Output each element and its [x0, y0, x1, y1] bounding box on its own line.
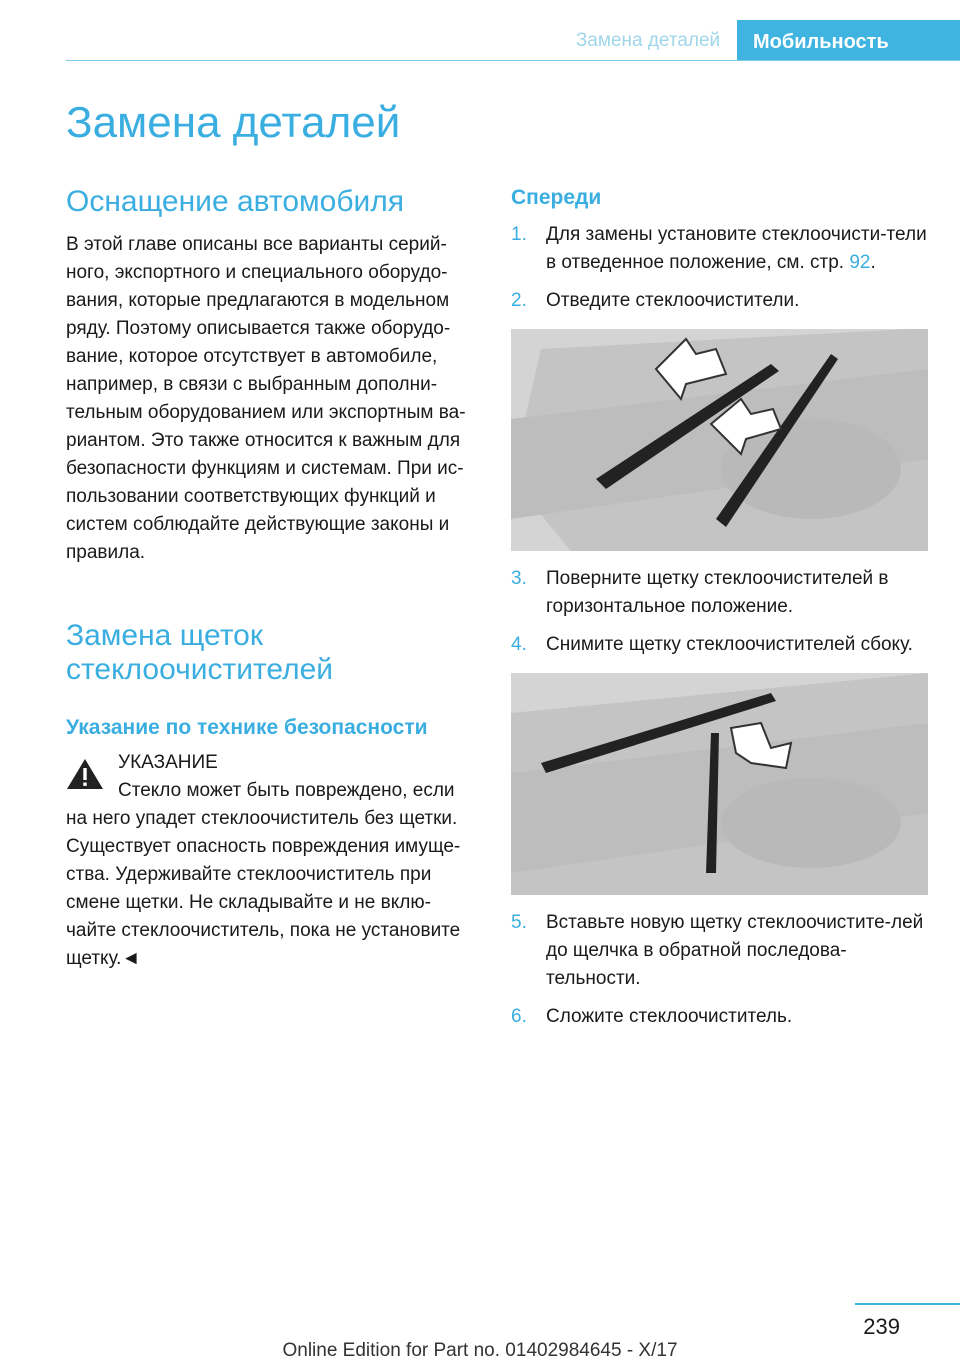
right-column: [511, 185, 931, 1041]
list-item: [511, 287, 931, 315]
equipment-heading: Оснащение автомобиля: [66, 185, 405, 218]
step-text-end: .: [870, 252, 876, 273]
list-item: [511, 221, 931, 277]
header-chapter-tab: Мобильность: [737, 20, 960, 61]
footer-edition: Online Edition for Part no. 01402984645 - X/17: [282, 1340, 678, 1361]
page-link[interactable]: 92: [849, 252, 871, 273]
list-item: [511, 631, 931, 659]
wiper-lift-illustration: [511, 329, 928, 551]
warning-block: [66, 749, 476, 973]
step-number: 6.: [511, 1006, 527, 1027]
step-text: Для замены установите стеклоочисти-тели в отведенное положение, см. стр.: [546, 224, 927, 273]
wiper-heading-line1: Замена щеток: [66, 619, 263, 652]
step-number: 3.: [511, 568, 527, 589]
step-number: 2.: [511, 290, 527, 311]
step-text: Сложите стеклоочиститель.: [546, 1006, 793, 1027]
list-item: [511, 565, 931, 621]
steps-list-a: [511, 221, 931, 315]
header-rule: [66, 60, 960, 61]
step-text: Отведите стеклоочистители.: [546, 290, 800, 311]
wiper-heading-line2: стеклоочистителей: [66, 653, 334, 686]
step-text: Вставьте новую щетку стеклоочистите-лей до щелчка в обратной последова-тельности.: [546, 912, 924, 989]
safety-heading: Указание по технике безопасности: [66, 716, 428, 739]
front-heading: Спереди: [511, 186, 602, 209]
steps-list-b: [511, 565, 931, 659]
wiper-blade-removal-illustration: [511, 673, 928, 895]
step-text: Поверните щетку стеклоочистителей в горизонтальное положение.: [546, 568, 889, 617]
step-number: 1.: [511, 224, 527, 245]
step-number: 4.: [511, 634, 527, 655]
warning-triangle-icon: [66, 757, 104, 791]
page-number: 239: [863, 1314, 900, 1339]
left-column: [66, 185, 476, 973]
footer-rule: [855, 1303, 960, 1305]
warning-text: Стекло может быть повреждено, если на него упадет стеклоочиститель без щетки. Существует опасность повреждения имуще-ства. Удерживайте стеклоочиститель при смене щетки. Не складывайте и не вклю-чайте стеклоочиститель, пока не установите щетку.◄: [66, 780, 461, 969]
list-item: [511, 1003, 931, 1031]
header-section-title: Замена деталей: [575, 30, 721, 51]
list-item: [511, 909, 931, 993]
equipment-text: В этой главе описаны все варианты серий-ного, экспортного и специального оборудо-вания, которые предлагаются в модельном ряду. Поэтому описывается также оборудо-вание, которое отсутствует в автомобиле, например, в связи с выбранным дополни-тельным оборудованием или экспортным ва-риантом. Это также относится к важным для безопасности функциям и системам. При ис-пользовании соответствующих функций и систем соблюдайте действующие законы и правила.: [66, 234, 466, 563]
page-title: Замена деталей: [66, 98, 401, 147]
step-number: 5.: [511, 912, 527, 933]
step-text: Снимите щетку стеклоочистителей сбоку.: [546, 634, 913, 655]
warning-label: УКАЗАНИЕ: [118, 752, 218, 773]
steps-list-c: [511, 909, 931, 1031]
